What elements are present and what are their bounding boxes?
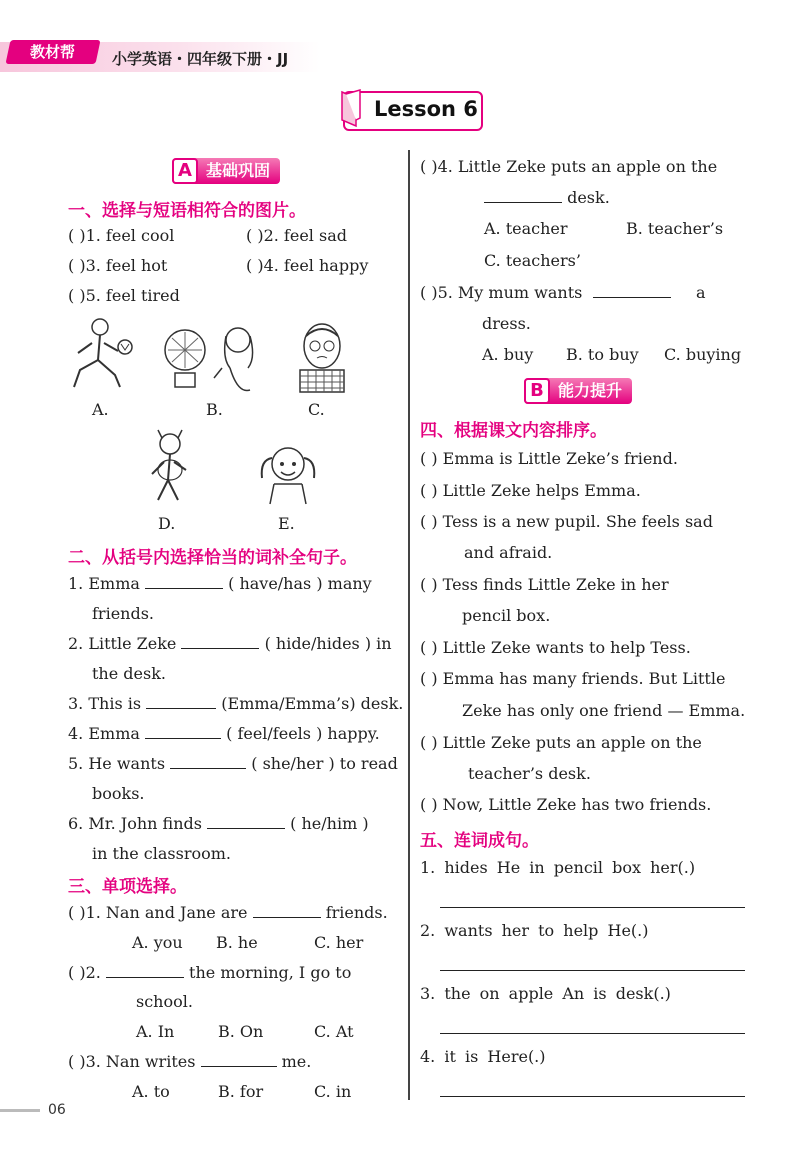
picture-label-d: D. (158, 514, 176, 533)
part3-q1-option-b: B. he (216, 933, 258, 952)
part4-item-4-cont: pencil box. (462, 606, 551, 625)
page-number: 06 (48, 1102, 66, 1118)
part2-line-1: 1. Emma ( have/has ) many (68, 574, 372, 593)
part3-q1-option-c: C. her (314, 933, 364, 952)
picture-label-e: E. (278, 514, 295, 533)
part1-item-5: ( )5. feel tired (68, 286, 180, 305)
part1-item-2: ( )2. feel sad (246, 226, 347, 245)
part1-heading: 一、选择与短语相符合的图片。 (68, 201, 306, 221)
part5-item-2: 2. wants her to help He(.) (420, 921, 649, 940)
part2-line-5-cont: books. (92, 784, 145, 803)
part2-line-2-cont: the desk. (92, 664, 166, 683)
answer-line-4[interactable] (440, 1096, 745, 1097)
page-number-bar (0, 1109, 40, 1112)
part4-item-5: ( ) Little Zeke wants to help Tess. (420, 638, 691, 657)
part2-line-1-cont: friends. (92, 604, 154, 623)
section-b-badge: 能力提升 (524, 378, 632, 404)
part3-q3-option-b: B. for (218, 1082, 264, 1101)
part1-item-3: ( )3. feel hot (68, 256, 168, 275)
part3-q2-cont: school. (136, 992, 193, 1011)
part4-item-3-cont: and afraid. (464, 543, 553, 562)
part3-q2: ( )2. the morning, I go to (68, 963, 352, 982)
part3-q4-cont: desk. (484, 188, 610, 207)
boy-sitting-with-ball-picture (70, 315, 136, 395)
part2-line-2: 2. Little Zeke ( hide/hides ) in (68, 634, 392, 653)
part2-line-5: 5. He wants ( she/her ) to read (68, 754, 398, 773)
part3-q5-option-c: C. buying (664, 345, 742, 364)
part4-heading: 四、根据课文内容排序。 (420, 421, 607, 441)
part5-item-1: 1. hides He in pencil box her(.) (420, 858, 696, 877)
part3-q1: ( )1. Nan and Jane are friends. (68, 903, 388, 922)
picture-label-b: B. (206, 400, 223, 419)
part1-item-4: ( )4. feel happy (246, 256, 369, 275)
part4-item-7: ( ) Little Zeke puts an apple on the (420, 733, 702, 752)
part4-item-7-cont: teacher’s desk. (468, 764, 591, 783)
answer-line-1[interactable] (440, 907, 745, 908)
part2-line-4: 4. Emma ( feel/feels ) happy. (68, 724, 380, 743)
part3-q4-option-c: C. teachers’ (484, 251, 581, 270)
part2-line-6-cont: in the classroom. (92, 844, 232, 863)
part3-q5: ( )5. My mum wants a (420, 283, 706, 302)
part3-q5-option-a: A. buy (482, 345, 534, 364)
part3-q4-option-b: B. teacher’s (626, 219, 724, 238)
part4-item-1: ( ) Emma is Little Zeke’s friend. (420, 449, 678, 468)
part5-heading: 五、连词成句。 (420, 831, 539, 851)
part3-q4: ( )4. Little Zeke puts an apple on the (420, 157, 718, 176)
section-b-letter: B (524, 378, 550, 404)
part3-heading: 三、单项选择。 (68, 877, 187, 897)
book-icon (338, 88, 362, 128)
part4-item-6: ( ) Emma has many friends. But Little (420, 669, 726, 688)
part3-q3-option-c: C. in (314, 1082, 352, 1101)
fan-and-girl-picture (160, 318, 270, 396)
part4-item-2: ( ) Little Zeke helps Emma. (420, 481, 641, 500)
lesson-title: Lesson 6 (374, 97, 478, 121)
picture-label-c: C. (308, 400, 325, 419)
part3-q4-option-a: A. teacher (484, 219, 568, 238)
part5-item-3: 3. the on apple An is desk(.) (420, 984, 671, 1003)
answer-line-2[interactable] (440, 970, 745, 971)
part4-item-8: ( ) Now, Little Zeke has two friends. (420, 795, 712, 814)
book-title: 小学英语・四年级下册・JJ (112, 50, 289, 68)
part3-q5-option-b: B. to buy (566, 345, 639, 364)
part5-item-4: 4. it is Here(.) (420, 1047, 546, 1066)
part3-q2-option-c: C. At (314, 1022, 354, 1041)
part4-item-3: ( ) Tess is a new pupil. She feels sad (420, 512, 713, 531)
part3-q3: ( )3. Nan writes me. (68, 1052, 312, 1071)
part3-q3-option-a: A. to (132, 1082, 170, 1101)
part3-q2-option-b: B. On (218, 1022, 264, 1041)
girl-with-pigtails-picture (256, 440, 320, 506)
section-a-letter: A (172, 158, 198, 184)
column-divider (408, 150, 410, 1100)
part3-q2-option-a: A. In (136, 1022, 175, 1041)
section-a-badge: 基础巩固 (172, 158, 280, 184)
part1-item-1: ( )1. feel cool (68, 226, 175, 245)
part4-item-6-cont: Zeke has only one friend — Emma. (462, 701, 746, 720)
picture-label-a: A. (92, 400, 109, 419)
part3-q5-cont: dress. (482, 314, 531, 333)
book-brand-tag: 教材帮 (5, 40, 100, 64)
boy-with-glasses-picture (292, 318, 352, 396)
child-with-headband-picture (140, 428, 200, 506)
answer-line-3[interactable] (440, 1033, 745, 1034)
part2-line-3: 3. This is (Emma/Emma’s) desk. (68, 694, 404, 713)
part2-line-6: 6. Mr. John finds ( he/him ) (68, 814, 369, 833)
part3-q1-option-a: A. you (132, 933, 183, 952)
part4-item-4: ( ) Tess finds Little Zeke in her (420, 575, 669, 594)
part2-heading: 二、从括号内选择恰当的词补全句子。 (68, 548, 357, 568)
